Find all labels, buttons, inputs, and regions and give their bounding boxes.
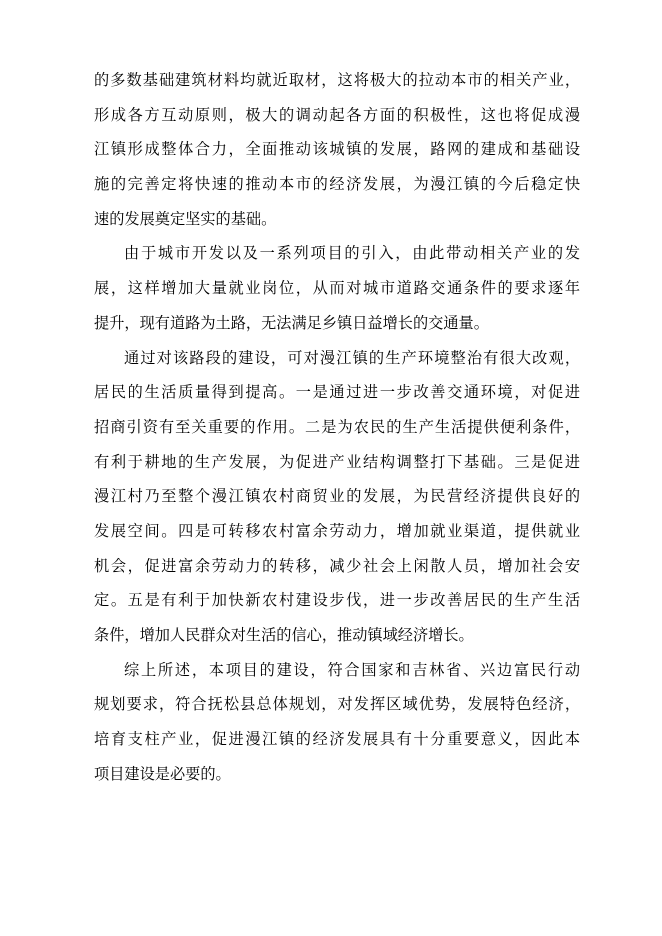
paragraph-1 (94, 63, 580, 236)
paragraph-line: 发展空间。四是可转移农村富余劳动力，增加就业渠道，提供就业 (94, 521, 580, 540)
paragraph-4 (94, 653, 580, 792)
paragraph-line: 培育支柱产业，促进漫江镇的经济发展具有十分重要意义，因此本 (94, 730, 580, 749)
paragraph-line: 速的发展奠定坚实的基础。 (94, 209, 277, 228)
paragraph-line: 江镇形成整体合力，全面推动该城镇的发展，路网的建成和基础设 (94, 140, 580, 159)
paragraph-line: 提升，现有道路为土路，无法满足乡镇日益增长的交通量。 (94, 313, 489, 332)
paragraph-line: 漫江村乃至整个漫江镇农村商贸业的发展，为民营经济提供良好的 (94, 487, 580, 506)
paragraph-line: 综上所述，本项目的建设，符合国家和吉林省、兴边富民行动 (124, 660, 580, 679)
paragraph-line: 条件，增加人民群众对生活的信心，推动镇域经济增长。 (94, 626, 474, 644)
paragraph-line: 居民的生活质量得到提高。一是通过进一步改善交通环境，对促进 (94, 383, 580, 402)
paragraph-2 (94, 236, 580, 340)
paragraph-line: 定。五是有利于加快新农村建设步伐，进一步改善居民的生产生活 (94, 591, 580, 610)
paragraph-line: 通过对该路段的建设，可对漫江镇的生产环境整治有很大改观， (124, 348, 580, 367)
paragraph-line: 展，这样增加大量就业岗位，从而对城市道路交通条件的要求逐年 (94, 279, 580, 298)
paragraph-3 (94, 341, 580, 653)
paragraph-line: 形成各方互动原则，极大的调动起各方面的积极性，这也将促成漫 (94, 105, 580, 124)
paragraph-line: 由于城市开发以及一系列项目的引入，由此带动相关产业的发 (124, 244, 580, 263)
paragraph-line: 项目建设是必要的。 (94, 764, 231, 783)
paragraph-line: 机会，促进富余劳动力的转移，减少社会上闲散人员，增加社会安 (94, 556, 580, 575)
document-body (94, 63, 580, 791)
paragraph-line: 规划要求，符合抚松县总体规划，对发挥区域优势，发展特色经济， (94, 695, 580, 714)
paragraph-line: 施的完善定将快速的推动本市的经济发展，为漫江镇的今后稳定快 (94, 175, 580, 194)
paragraph-line: 招商引资有至关重要的作用。二是为农民的生产生活提供便利条件， (94, 417, 580, 436)
paragraph-line: 的多数基础建筑材料均就近取材，这将极大的拉动本市的相关产业， (94, 71, 580, 89)
paragraph-line: 有利于耕地的生产发展，为促进产业结构调整打下基础。三是促进 (94, 452, 580, 471)
